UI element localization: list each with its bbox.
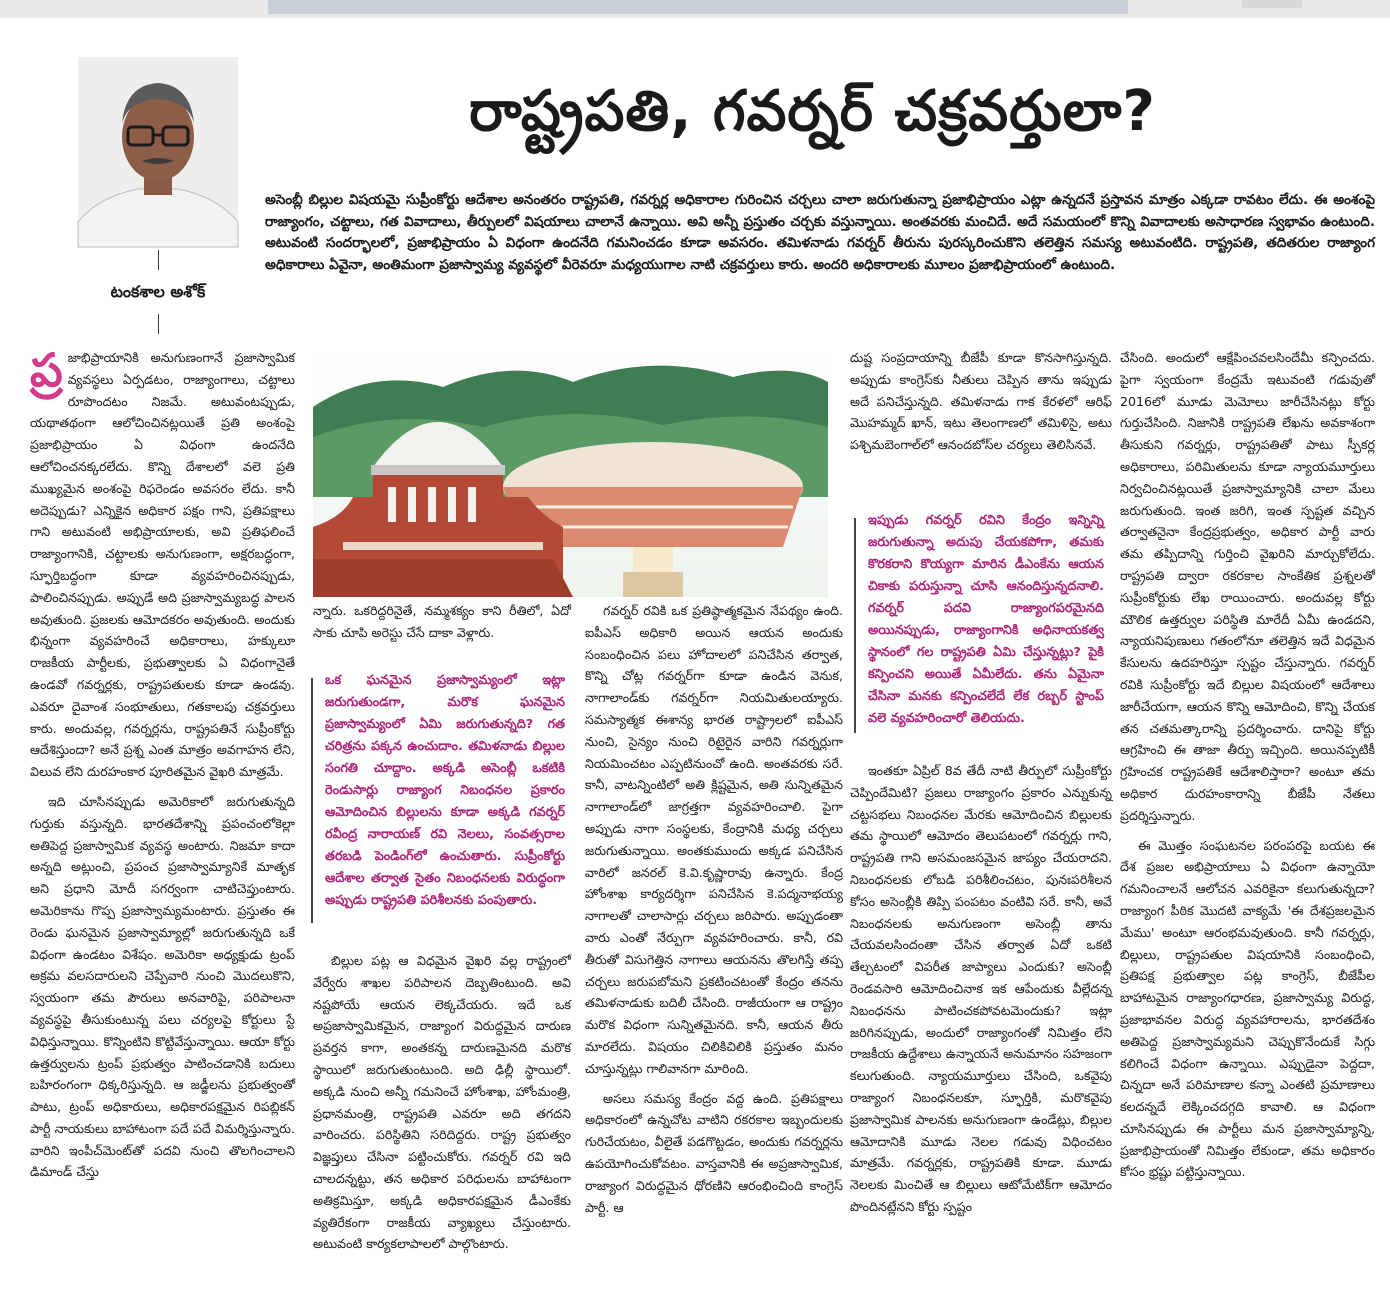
byline-rule-top	[158, 250, 159, 270]
pull-quote-1-text: ఒక ఘనమైన ప్రజాస్వామ్యంలో ఇట్లా జరుగుతుండగా, మరొక ఘనమైన ప్రజాస్వామ్యంలో ఏమి జరుగుతున్నది? గత చరిత్రను పక్కన ఉంచుదాం. తమిళనాడు బిల్లుల సంగతి చూద్దాం. అక్కడి అసెంబ్లీ ఒకటికి రెండుసార్లు రాజ్యాంగ నిబంధనల ప్రకారం ఆమోదించిన బిల్లులను కూడా అక్కడి గవర్నర్‌ రవీంద్ర నారాయణ్‌ రవి నెలలు, సంవత్సరాల తరబడి పెండింగ్‌లో ఉంచుతారు. సుప్రీంకోర్టు ఆదేశాల తర్వాత సైతం నిబంధనలకు విరుద్ధంగా అప్పుడు రాష్ట్రపతి పరిశీలనకు పంపుతారు.	[325, 673, 565, 908]
col2-paragraph-2: బిల్లుల పట్ల ఆ విధమైన వైఖరి వల్ల రాష్ట్రంలో వేర్వేరు శాఖల పరిపాలన దెబ్బతింటుంది. అవి నష్టపోయే ఆయన లెక్కచేయరు. ఇదే ఒక అప్రజాస్వామికమైన, రాజ్యాంగ విరుద్ధమైన దారుణ ప్రవర్తన కాగా, అంతకన్న దారుణమైనది మరొక స్థాయిలో జరుగుతుంటుంది. అది ఢిల్లీ స్థాయిలో. అక్కడి నుంచి అన్నీ గమనించే హోంశాఖ, హోంమంత్రి, ప్రధానమంత్రి, రాష్ట్రపతి ఎవరూ అది తగదని వారించరు. పరిస్థితిని సరిదిద్దరు. రాష్ట్ర ప్రభుత్వం విజ్ఞప్తులు చేసినా పట్టించుకోరు. గవర్నర్‌ రవి ఇది చాలదన్నట్టు, తన అధికార పరిధులను బాహాటంగా అతిక్రమిస్తూ, అక్కడి అధికారపక్షమైన డీఎంకేకు వ్యతిరేకంగా రాజకీయ వ్యాఖ్యలు చేస్తుంటారు. అటువంటి కార్యకలాపాలలో పాల్గొంటారు.	[313, 953, 571, 1252]
article-headline: రాష్ట్రపతి, గవర్నర్‌ చక్రవర్తులా?	[469, 79, 1156, 144]
author-name: టంకశాల అశోక్‌	[110, 282, 206, 301]
col4-paragraph-2: ఇంతకూ ఏప్రిల్‌ 8వ తేదీ నాటి తీర్పులో సుప్రీంకోర్టు చెప్పిందేమిటి? ప్రజలు రాజ్యాంగం ప్రకారం ఎన్నుకున్న చట్టసభలు నిబంధనల మేరకు ఆమోదించిన బిల్లులకు తమ స్థాయిలో ఆమోదం తెలుపటంలో గవర్నర్లు గాని, రాష్ట్రపతి గాని అసమంజసమైన జాప్యం చేయరాదని. నిబంధనలకు లోబడి పరిశీలించటం, పునఃపరిశీలన కోసం అసెంబ్లీకి తిప్పి పంపటం వంటివి సరే. కానీ, అవే నిబంధనలకు అనుగుణంగా అసెంబ్లీ తాను చేయవలసిందంతా చేసిన తర్వాత ఏదో ఒకటి తేల్చటంలో విపరీత జాప్యాలు ఎందుకు? అసెంబ్లీ రెండవసారి ఆమోదించినాక ఇక ఆపేందుకు వీల్లేదన్న నిబంధనను పాటించకపోవటమెందుకు? ఇట్లా జరిగినప్పుడు, అందులో రాజ్యాంగంతో నిమిత్తం లేని రాజకీయ ఉద్దేశాలు ఉన్నాయనే అనుమానం సహజంగా కలుగుతుంది. న్యాయమూర్తులు చేసింది, ఒకవైపు రాజ్యాంగ నిబంధనలకూ, స్ఫూర్తికి, మరొకవైపు ప్రజాస్వామిక పాలనకు అనుగుణంగా ఉండేట్లు, బిల్లుల ఆమోదానికి మూడు నెలల గడువు విధించటం మాత్రమే. గవర్నర్లకు, రాష్ట్రపతికి కూడా. మూడు నెలలకు మించితే ఆ బిల్లులు ఆటోమేటిక్‌గా ఆమోదం పొందినట్లేనని కోర్టు స్పష్టం	[850, 763, 1112, 1214]
byline-rule-bottom	[158, 314, 159, 334]
pull-quote-2-text: ఇప్పుడు గవర్నర్‌ రవిని కేంద్రం ఇన్నిన్ని జరుగుతున్నా అదుపు చేయకపోగా, తమకు కొరకరాని కొయ్యగా మారిన డీఎంకేను ఆయన చికాకు పరుస్తున్నా చూసి ఆనందిస్తున్నదనాలి. గవర్నర్‌ పదవి రాజ్యాంగపరమైనది అయినప్పుడు, రాజ్యాంగానికి అధినాయకత్వ స్థానంలో గల రాష్ట్రపతి ఏమి చేస్తున్నట్లు? పైకి కన్పించని అయితే ఏమీలేదు. తను ఏమైనా చేసినా మనకు కన్పించలేదే లేక రబ్బర్‌ స్టాంప్‌ వలె వ్యవహరించారో తెలియదు.	[868, 513, 1104, 726]
parliament-supreme-court-illustration	[313, 347, 828, 597]
column-2-bottom	[313, 950, 571, 1287]
col5-paragraph-2: ఈ మొత్తం సంఘటనల పరంపరపై బయట ఈ దేశ ప్రజల అభిప్రాయాలు ఏ విధంగా ఉన్నాయో గమనించాలనే ఆలోచన ఎవరికైనా కలుగుతున్నదా? రాజ్యాంగ పీఠిక మొదటి వాక్యమే 'ఈ దేశప్రజలమైన మేము' అంటూ ఆరంభమవుతుంది. కానీ గవర్నర్లు, బిల్లులు, రాష్ట్రపతుల విషయానికి సంబంధించి, ప్రతిపక్ష ప్రభుత్వాల పట్ల కాంగ్రెస్‌, బీజేపీల బాహాటమైన రాజ్యాంగధారణ, ప్రజాస్వామ్య విరుద్ధ, ప్రజాభావనల విరుద్ధ వ్యవహారాలను, భారతదేశం అతిపెద్ద ప్రజాస్వామ్యమని చెప్పుకొనేందుకే సిగ్గు కలిగించే విధంగా ఉన్నాయి. ఎప్పుడైనా పెద్దదా, చిన్నదా అనే పరిమాణాల కన్నా ఎంతటి ప్రమాణాలు కలదన్నదే లెక్కించదగ్గది కావాలి. ఆ విధంగా చూసినప్పుడు ఈ పార్టీలు మన ప్రజాస్వామ్యాన్ని, ప్రజాభిప్రాయంతో నిమిత్తం లేకుండా, తమ అధికారం కోసం భ్రష్టు పట్టిస్తున్నాయి.	[1120, 837, 1375, 1180]
pull-quote-1-rule	[311, 678, 313, 923]
col2-paragraph-1: న్నారు. ఒకరిద్దరినైతే, నమ్మశక్యం కాని రీతిలో, ఏదో సాకు చూపి అరెస్టు చేసే దాకా వెళ్లారు.	[313, 603, 571, 640]
col3-paragraph-1: గవర్నర్‌ రవికి ఒక ప్రతిష్ఠాత్మకమైన నేపథ్యం ఉంది. ఐపీఎస్‌ అధికారి అయిన ఆయన అందుకు సంబంధించిన పలు హోదాలలో పనిచేసిన తర్వాత, కొన్ని చోట్ల గవర్నర్‌గా కూడా ఉండిన వెనుక, నాగాలాండ్‌కు గవర్నర్‌గా నియమితులయ్యారు. సమస్యాత్మక ఈశాన్య భారత రాష్ట్రాలలో ఐపీఎస్‌ నుంచి, సైన్యం నుంచి రిటైరైన వారిని గవర్నర్లుగా నియమించటం ఎప్పటినుంచో ఉంది. అంతవరకు సరే. కానీ, వాటన్నింటిలో అతి క్లిష్టమైన, అతి సున్నితమైన నాగాలాండ్‌లో జాగ్రత్తగా వ్యవహరించాలి. పైగా అప్పుడు నాగా సంస్థలకు, కేంద్రానికి మధ్య చర్చలు జరుగుతున్నాయి. అంతకుముందు అక్కడ పనిచేసిన వారిలో జనరల్‌ కె.వి.కృష్ణారావు ఉన్నారు. కేంద్ర హోంశాఖ కార్యదర్శిగా పనిచేసిన కె.పద్మనాభయ్య నాగాలతో చాలాసార్లు చర్చలు జరిపారు. అప్పుడంతా వారు ఎంతో నేర్పుగా వ్యవహరించారు. కానీ, రవి తీరుతో విసుగెత్తిన నాగాలు ఆయనను తొలగిస్తే తప్ప చర్చలు జరుపబోమని ప్రకటించటంతో కేంద్రం తనను తమిళనాడుకు బదిలీ చేసింది. రాజీయంగా ఆ రాష్ట్రం మరొక విధంగా సున్నితమైనది. కానీ, ఆయన తీరు మారలేదు. విషయం చిలికిచిలికి ప్రస్తుతం మనం చూస్తున్నట్లు గాలివానగా మారింది.	[585, 603, 843, 1076]
pull-quote-2-rule	[854, 518, 856, 733]
pull-quote-1	[325, 670, 565, 935]
top-toolbar	[0, 0, 1390, 18]
column-2-top	[313, 600, 571, 640]
col5-paragraph-1: చేసింది. అందులో ఆక్షేపించవలసిందేమీ కన్పించదు. పైగా స్వయంగా కేంద్రమే ఇటువంటి గడువుతో 2016లో మూడు మెమోలు జారీచేసినట్లు కోర్టు గుర్తుచేసింది. నిజానికి రాష్ట్రపతి లేఖను అవకాశంగా తీసుకుని గవర్నర్లు, రాష్ట్రపతితో పాటు స్పీకర్ల అధికారాలు, పరిమితులను కూడా న్యాయమూర్తులు నిర్వచించినట్లయితే ప్రజాస్వామ్యానికి చాలా మేలు జరుగుతుంది. ఇంత జరిగి, ఇంత స్పష్టత వచ్చిన తర్వాతనైనా కేంద్రప్రభుత్వం, అధికార పార్టీ వారు తమ తప్పిదాన్ని గుర్తించి వైఖరిని మార్చుకోలేదు. రాష్ట్రపతి ద్వారా రకరకాల సాంకేతిక ప్రశ్నలతో సుప్రీంకోర్టుకు లేఖ రాయించారు. అందువల్ల కోర్టు మౌలిక ఉత్తర్వుల పరిస్థితి మారేదీ ఏమీ ఉండదని, న్యాయనిపుణులు గతంలోనూ తలెత్తిన ఇదే విధమైన కేసులను ఉదహరిస్తూ స్పష్టం చేస్తున్నారు. గవర్నర్‌ రవికి సుప్రీంకోర్టు ఇదే బిల్లుల విషయంలో ఆదేశాలు జారీచేయగా, ఆయన కొన్ని ఆమోదించి, కొన్ని చేయక తన చతమత్కారాన్ని ప్రదర్శించారు. దానిపై కోర్టు ఆగ్రహించి ఈ తాజా తీర్పు ఇచ్చింది. అయినప్పటికీ గ్రహించక రాష్ట్రపతికే ఆదేశాలిస్తారా? అంటూ తమ అధికార దురహంకారాన్ని బీజేపీ నేతలు ప్రదర్శిస్తున్నారు.	[1120, 350, 1375, 823]
article-intro: అసెంబ్లీ బిల్లుల విషయమై సుప్రీంకోర్టు ఆదేశాల అనంతరం రాష్ట్రపతి, గవర్నర్ల అధికారాల గురించిన చర్చలు చాలా జరుగుతున్నా ప్రజాభిప్రాయం ఎట్లా ఉన్నదనే ప్రస్తావన మాత్రం ఎక్కడా రావటం లేదు. ఈ అంశంపై రాజ్యాంగం, చట్టాలు, గత వివాదాలు, తీర్పులలో విషయాలు చాలానే ఉన్నాయి. అవి అన్నీ ప్రస్తుతం చర్చకు వస్తున్నాయి. అంతవరకు మంచిదే. అదే సమయంలో కొన్ని వివాదాలకు అసాధారణ స్వభావం ఉంటుంది. అటువంటి సందర్భాలలో, ప్రజాభిప్రాయం ఏ విధంగా ఉందనేది గమనించడం కూడా అవసరం. తమిళనాడు గవర్నర్‌ తీరును పురస్కరించుకొని తలెత్తిన సమస్య అటువంటిది. రాష్ట్రపతి, తదితరుల రాజ్యాంగ అధికారాలు ఏవైనా, అంతిమంగా ప్రజాస్వామ్య వ్యవస్థలో వీరెవరూ మధ్యయుగాల నాటి చక్రవర్తులు కారు. అందరి అధికారాలకు మూలం ప్రజాభిప్రాయంలో ఉంటుంది.	[265, 192, 1375, 273]
col1-paragraph-1: జాభిప్రాయానికి అనుగుణంగానే ప్రజాస్వామిక వ్యవస్థలు ఏర్పడటం, రాజ్యాంగాలు, చట్టాలు రూపొందటం నిజమే. అటువంటప్పుడు, యథాతథంగా ఆలోచించినట్లయితే ప్రతి అంశంపై ప్రజాభిప్రాయం ఏ విధంగా ఉందనేది ఆలోచించనక్కరలేదు. కొన్ని దేశాలలో వలె ప్రతి ముఖ్యమైన అంశంపై రిఫరెండం అవసరం లేదు. కానీ అదెప్పుడు? ఎన్నికైన అధికార పక్షం గాని, ప్రతిపక్షాలు గాని అటువంటి అభిప్రాయాలకు, అవి ప్రతిఫలించే రాజ్యాంగానికి, చట్టాలకు అనుగుణంగా, అక్షరబద్ధంగా, స్ఫూర్తిబద్ధంగా కూడా వ్యవహరించినప్పుడు, పాలించినప్పుడు. అప్పుడే అది ప్రజాస్వామ్యబద్ధ పాలన అవుతుంది. ప్రజలకు ఆమోదకరం అవుతుంది. అందుకు భిన్నంగా వ్యవహరించే అధికారాలు, హక్కులూ రాజకీయ పార్టీలకు, ప్రభుత్వాలకు ఏ విధంగానైతే ఉండవో గవర్నర్లకు, రాష్ట్రపతులకు కూడా ఉండవు. ఎవరూ దైవాంశ సంభూతులు, గతకాలపు చక్రవర్తులు కారు. అందువల్ల, గవర్నర్లను, రాష్ట్రపతినే సుప్రీంకోర్టు ఆదేశిస్తుందా? అనే ప్రశ్న ఎంత మాత్రం అవగాహన లేని, విలువ లేని దురహంకార పూరితమైన వైఖరి మాత్రమే.	[30, 350, 295, 780]
author-photo	[78, 57, 238, 247]
toolbar-strip	[268, 0, 1128, 14]
column-3	[585, 600, 843, 1287]
column-1	[30, 343, 295, 1287]
pull-quote-2	[868, 510, 1104, 745]
column-4-top	[850, 347, 1112, 497]
column-2-top-cont	[313, 630, 571, 650]
column-4-bottom	[850, 760, 1112, 1287]
col4-paragraph-1: దుష్ట సంప్రదాయాన్ని బీజేపీ కూడా కొనసాగిస్తున్నది. అప్పుడు కాంగ్రెస్‌కు నీతులు చెప్పిన తాను ఇప్పుడు అదే పనిచేస్తున్నది. తమిళనాడు గాక కేరళలో ఆరిఫ్‌ మొహమ్మద్‌ ఖాన్‌, ఇటు తెలంగాణలో తమిళిసై, అటు పశ్చిమబెంగాల్‌లో ఆనందబోస్‌ల చర్యలు తెలిసినవే.	[850, 350, 1112, 453]
col1-paragraph-2: ఇది చూసినప్పుడు అమెరికాలో జరుగుతున్నది గుర్తుకు వస్తున్నది. భారతదేశాన్ని ప్రపంచంలోకెల్లా అతిపెద్ద ప్రజాస్వామిక వ్యవస్థ అంటారు. నిజమా కాదా అన్నది అట్లుంచి, ప్రపంచ ప్రజాస్వామ్యానికే మాతృక అని ప్రధాని మోదీ సగర్వంగా చాటిచెప్తుంటారు. అమెరికాను గొప్ప ప్రజాస్వామ్యమంటారు. ప్రస్తుతం ఈ రెండు ఘనమైన ప్రజాస్వామ్యాల్లో జరుగుతున్నది ఒకే విధంగా ఉండటం విశేషం. అమెరికా అధ్యక్షుడు ట్రంప్‌ అక్రమ వలసదారులని చెప్పేవారి నుంచి మొదలుకొని, స్వయంగా తమ పౌరులు అనవారిపై, పరిపాలనా వ్యవస్థపై తీసుకుంటున్న పలు చర్యలపై కోర్టులు స్టే విధిస్తున్నాయి. కొన్నింటిని కొట్టివేస్తున్నాయి. ఆయా కోర్టు ఉత్తర్వులను ట్రంప్‌ ప్రభుత్వం పాటించడానికి బదులు బహిరంగంగా ధిక్కరిస్తున్నది. ఆ జడ్జీలను ప్రభుత్వంతో పాటు, ట్రంప్‌ అధికారులు, అధికారపక్షమైన రిపబ్లికన్‌ పార్టీ నాయకులు బాహాటంగా పదే పదే విమర్శిస్తున్నారు. వారిని ఇంపీచ్‌మెంట్‌తో పదవి నుంచి తొలగించాలని డిమాండ్‌ చేస్తు	[30, 793, 295, 1180]
drop-cap: ప్ర	[30, 343, 63, 397]
column-5	[1120, 347, 1375, 1287]
toolbar-tab	[1242, 0, 1302, 8]
col3-paragraph-2: అసలు సమస్య కేంద్రం వద్ద ఉంది. ప్రతిపక్షాలు అధికారంలో ఉన్నచోట వాటిని రకరకాల ఇబ్బందులకు గురిచేయటం, వీలైతే పడగొట్టడం, అందుకు గవర్నర్లను ఉపయోగించుకోవటం. వాస్తవానికి ఈ అప్రజాస్వామిక, రాజ్యాంగ విరుద్ధమైన ధోరణిని ఆరంభించింది కాంగ్రెస్‌ పార్టీ. ఆ	[585, 1090, 843, 1215]
